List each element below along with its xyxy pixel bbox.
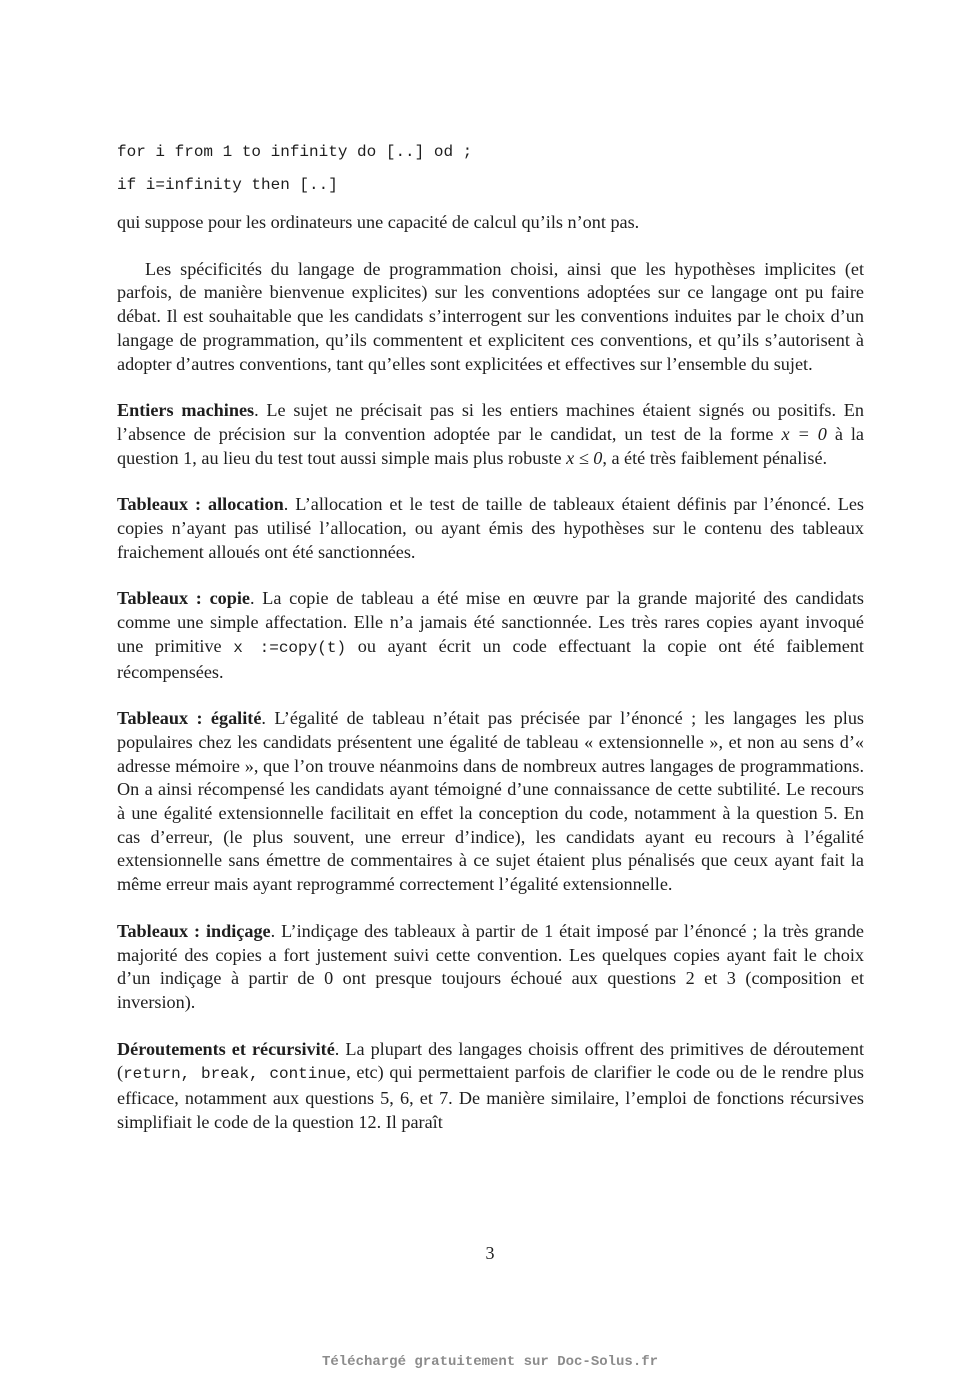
section-heading: Tableaux : indiçage: [117, 920, 271, 941]
footer-download-notice: Téléchargé gratuitement sur Doc-Solus.fr: [321, 1354, 659, 1370]
section-heading: Déroutements et récursivité: [117, 1038, 335, 1059]
section-text: . L’indiçage des tableaux à partir de 1 était imposé par l’énoncé ; la très grande majorité des copies a fort justement suivi cette convention. Les quelques copies ayant fait le choix d’un indiçage à partir de 0 ont presque toujours échoué aux questions 2 et 3 (composition et inversion).: [117, 920, 865, 1012]
section-text: , a été très faiblement pénalisé.: [602, 447, 828, 468]
inline-code: return, break, continue: [123, 1065, 347, 1084]
inline-code: x :=copy(t): [233, 638, 347, 657]
section-tableaux-egalite: [117, 707, 864, 897]
math-expression: x ≤ 0: [566, 447, 603, 468]
section-heading: Tableaux : allocation: [117, 494, 284, 515]
code-line-for-loop: for i from 1 to infinity do [..] od ;: [117, 143, 473, 161]
section-text: à la question 1, au lieu du test tout aussi simple mais plus robuste: [117, 423, 864, 468]
section-heading: Tableaux : copie: [117, 588, 250, 609]
section-tableaux-allocation: [117, 493, 864, 564]
section-heading: Entiers machines: [117, 400, 255, 421]
section-tableaux-indicage: [117, 920, 864, 1015]
section-text: . L’égalité de tableau n’était pas précisée par l’énoncé ; les langages les plus populaires chez les candidats présentent une égalité de tableau « extensionnelle », et non au sens d’« adresse mémoire », que l’on trouve néanmoins dans de nombreux autres langages de programmations. On a ainsi récompensé les candidats ayant témoigné d’une connaissance de cette subtilité. Le recours à une égalité extensionnelle facilitait en effet la conception du code, notamment à la question 5. En cas d’erreur, (le plus souvent, une erreur d’indice), les candidats ayant eu recours à l’égalité extensionnelle sans émettre de commentaires à ce sujet étaient plus pénalisés que ceux ayant fait la même erreur mais ayant reprogrammé correctement l’égalité extensionnelle.: [117, 708, 864, 895]
section-heading: Tableaux : égalité: [117, 708, 262, 729]
section-tableaux-copie: [117, 587, 864, 684]
conventions-paragraph: Les spécificités du langage de programmation choisi, ainsi que les hypothèses implicites (et parfois, de manière bienvenue explicites) sur les conventions adoptées sur ce langage ont pu faire débat. Il est souhaitable que les candidats s’interrogent sur les conventions induites par le choix d’un langage de programmation, qu’ils commentent et explicitent ces conventions, et qu’ils s’autorisent à adopter d’autres conventions, tant qu’elles sont explicitées et effectives sur l’ensemble du sujet.: [117, 258, 864, 374]
section-text: . La copie de tableau a été mise en œuvre par la grande majorité des candidats comme une simple affectation. Elle n’a jamais été sanctionnée. Les très rares copies ayant invoqué une primitive: [117, 588, 865, 656]
intro-paragraph: qui suppose pour les ordinateurs une capacité de calcul qu’ils n’ont pas.: [117, 212, 640, 232]
section-text: . Le sujet ne précisait pas si les entiers machines étaient signés ou positifs. En l’absence de précision sur la convention adoptée par le candidat, un test de la forme: [117, 400, 864, 444]
section-deroutements-recursivite: [117, 1038, 864, 1135]
math-expression: x = 0: [781, 423, 827, 444]
page-number: 3: [485, 1243, 495, 1263]
section-text: . La plupart des langages choisis offrent des primitives de déroutement (: [117, 1038, 864, 1083]
section-entiers-machines: [117, 399, 864, 470]
section-text: . L’allocation et le test de taille de tableaux étaient définis par l’énoncé. Les copies n’ayant pas utilisé l’allocation, ou ayant émis des hypothèses sur le contenu des tableaux fraichement alloués ont été sanctionnées.: [117, 494, 864, 562]
section-text: , etc) qui permettaient parfois de clarifier le code ou de le rendre plus efficace, notamment aux questions 5, 6, et 7. De manière similaire, l’emploi de fonctions récursives simplifiait le code de la question 12. Il paraît: [117, 1062, 864, 1132]
code-line-if: if i=infinity then [..]: [117, 176, 338, 194]
section-text: ou ayant écrit un code effectuant la copie ont été faiblement récompensées.: [117, 635, 864, 682]
page-content: [117, 140, 864, 1135]
